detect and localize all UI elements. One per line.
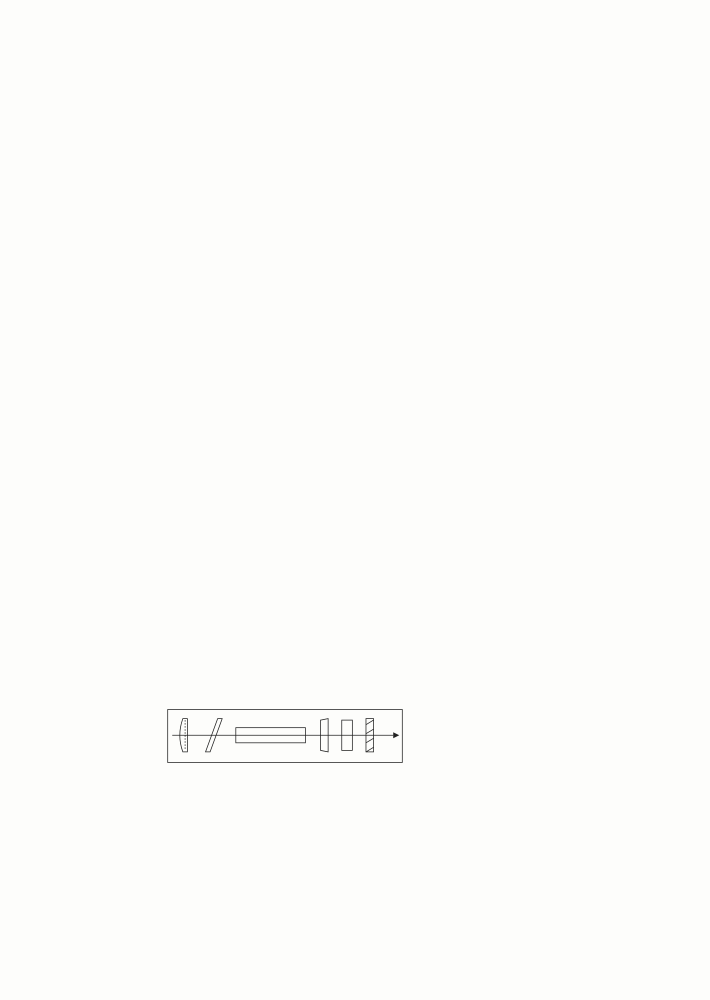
body-line [126, 222, 672, 241]
body-line [126, 486, 672, 505]
body-line [126, 46, 672, 65]
figure-caption-line [128, 888, 442, 904]
body-line [150, 178, 672, 197]
body-line [126, 156, 672, 175]
output-arrow-icon [393, 732, 399, 738]
body-line [126, 618, 672, 637]
figure-caption-line [128, 873, 442, 889]
figure-frame [168, 710, 403, 763]
figure-caption-line [128, 828, 442, 844]
figure-caption-line [128, 813, 442, 829]
side-line [462, 930, 672, 949]
figure-caption-line [128, 858, 442, 874]
body-line [126, 596, 672, 615]
body-line [126, 420, 672, 439]
body-line [126, 90, 672, 109]
body-line [126, 574, 672, 593]
mirror-hatch [366, 747, 374, 752]
body-line [126, 266, 672, 285]
body-line [126, 442, 672, 461]
mirror-hatch [366, 738, 374, 743]
body-line [126, 640, 672, 659]
body-line [126, 552, 672, 571]
body-line [126, 662, 672, 681]
mirror-hatch [366, 729, 374, 734]
body-line [126, 684, 672, 703]
figure-caption-line [128, 768, 442, 784]
body-line [126, 112, 672, 131]
section-heading-line [126, 398, 672, 417]
body-line [126, 310, 672, 329]
mirror-hatch [366, 720, 374, 725]
figure-caption-line [128, 843, 442, 859]
body-line [126, 354, 672, 373]
body-line [126, 200, 672, 219]
figure-caption-line [128, 798, 442, 814]
body-line [126, 332, 672, 351]
laser-scheme-diagram [128, 708, 442, 764]
body-line [126, 530, 672, 549]
body-line [126, 68, 672, 87]
section-heading [150, 376, 672, 395]
figure-caption-line [128, 783, 442, 799]
body-line [126, 134, 672, 153]
body-line [126, 244, 672, 263]
laser-scheme-figure [128, 708, 442, 764]
body-line [126, 464, 672, 483]
body-line [126, 288, 672, 307]
body-line [126, 508, 672, 527]
